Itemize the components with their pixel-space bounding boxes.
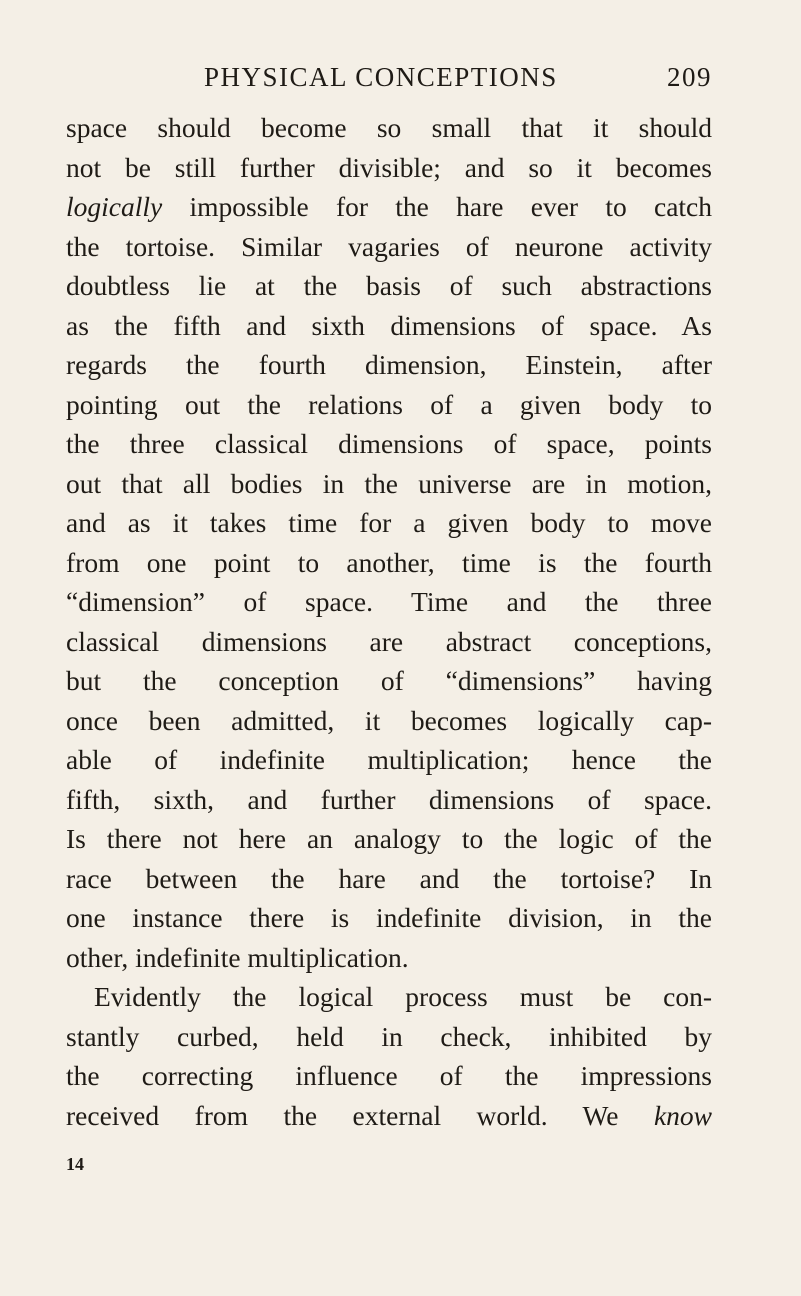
- signature-mark: 14: [66, 1154, 84, 1174]
- text-line-8: pointing out the relations of a given body to: [66, 388, 712, 420]
- text-line-2: not be still further divisible; and so it becomes: [66, 151, 712, 183]
- text-line-18: fifth, sixth, and further dimensions of space.: [66, 783, 712, 815]
- text-line-25: the correcting influence of the impressions: [66, 1060, 712, 1091]
- running-title: PHYSICAL CONCEPTIONS: [204, 62, 558, 92]
- text-line-11: and as it takes time for a given body to move: [66, 507, 712, 538]
- text-line-21: one instance there is indefinite division, in the: [66, 902, 712, 933]
- text-line-13: “dimension” of space. Time and the three: [66, 586, 712, 617]
- emphasis-know: know: [653, 1099, 712, 1131]
- text-line-5: doubtless lie at the basis of such abstractions: [66, 270, 712, 301]
- text-line-3: logically impossible for the hare ever to catch: [66, 191, 712, 222]
- text-line-10: out that all bodies in the universe are in motion,: [66, 467, 712, 499]
- text-line-16: once been admitted, it becomes logically cap-: [66, 704, 712, 736]
- page-number: 209: [667, 62, 712, 92]
- text-line-9: the three classical dimensions of space, points: [66, 428, 712, 459]
- running-head: [66, 62, 712, 102]
- text-line-26: received from the external world. We know: [66, 1099, 712, 1131]
- text-line-19: Is there not here an analogy to the logic of the: [66, 823, 712, 854]
- text-line-1: space should become so small that it should: [66, 112, 712, 143]
- text-line-20: race between the hare and the tortoise? In: [66, 862, 712, 894]
- text-line-24: stantly curbed, held in check, inhibited by: [66, 1020, 712, 1052]
- text-line-14: classical dimensions are abstract conceptions,: [66, 625, 712, 657]
- emphasis-logically: logically: [66, 191, 163, 222]
- text-line-15: but the conception of “dimensions” having: [66, 665, 712, 696]
- text-line-23: Evidently the logical process must be con-: [94, 981, 712, 1012]
- text-line-7: regards the fourth dimension, Einstein, after: [66, 349, 712, 380]
- body-text: [66, 108, 712, 1135]
- text-line-4: the tortoise. Similar vagaries of neurone activity: [66, 230, 712, 262]
- text-line-17: able of indefinite multiplication; hence the: [66, 744, 712, 775]
- text-line-6: as the fifth and sixth dimensions of space. As: [66, 309, 712, 341]
- text-line-22: other, indefinite multiplication.: [66, 941, 409, 973]
- text-line-12: from one point to another, time is the fourth: [66, 546, 712, 578]
